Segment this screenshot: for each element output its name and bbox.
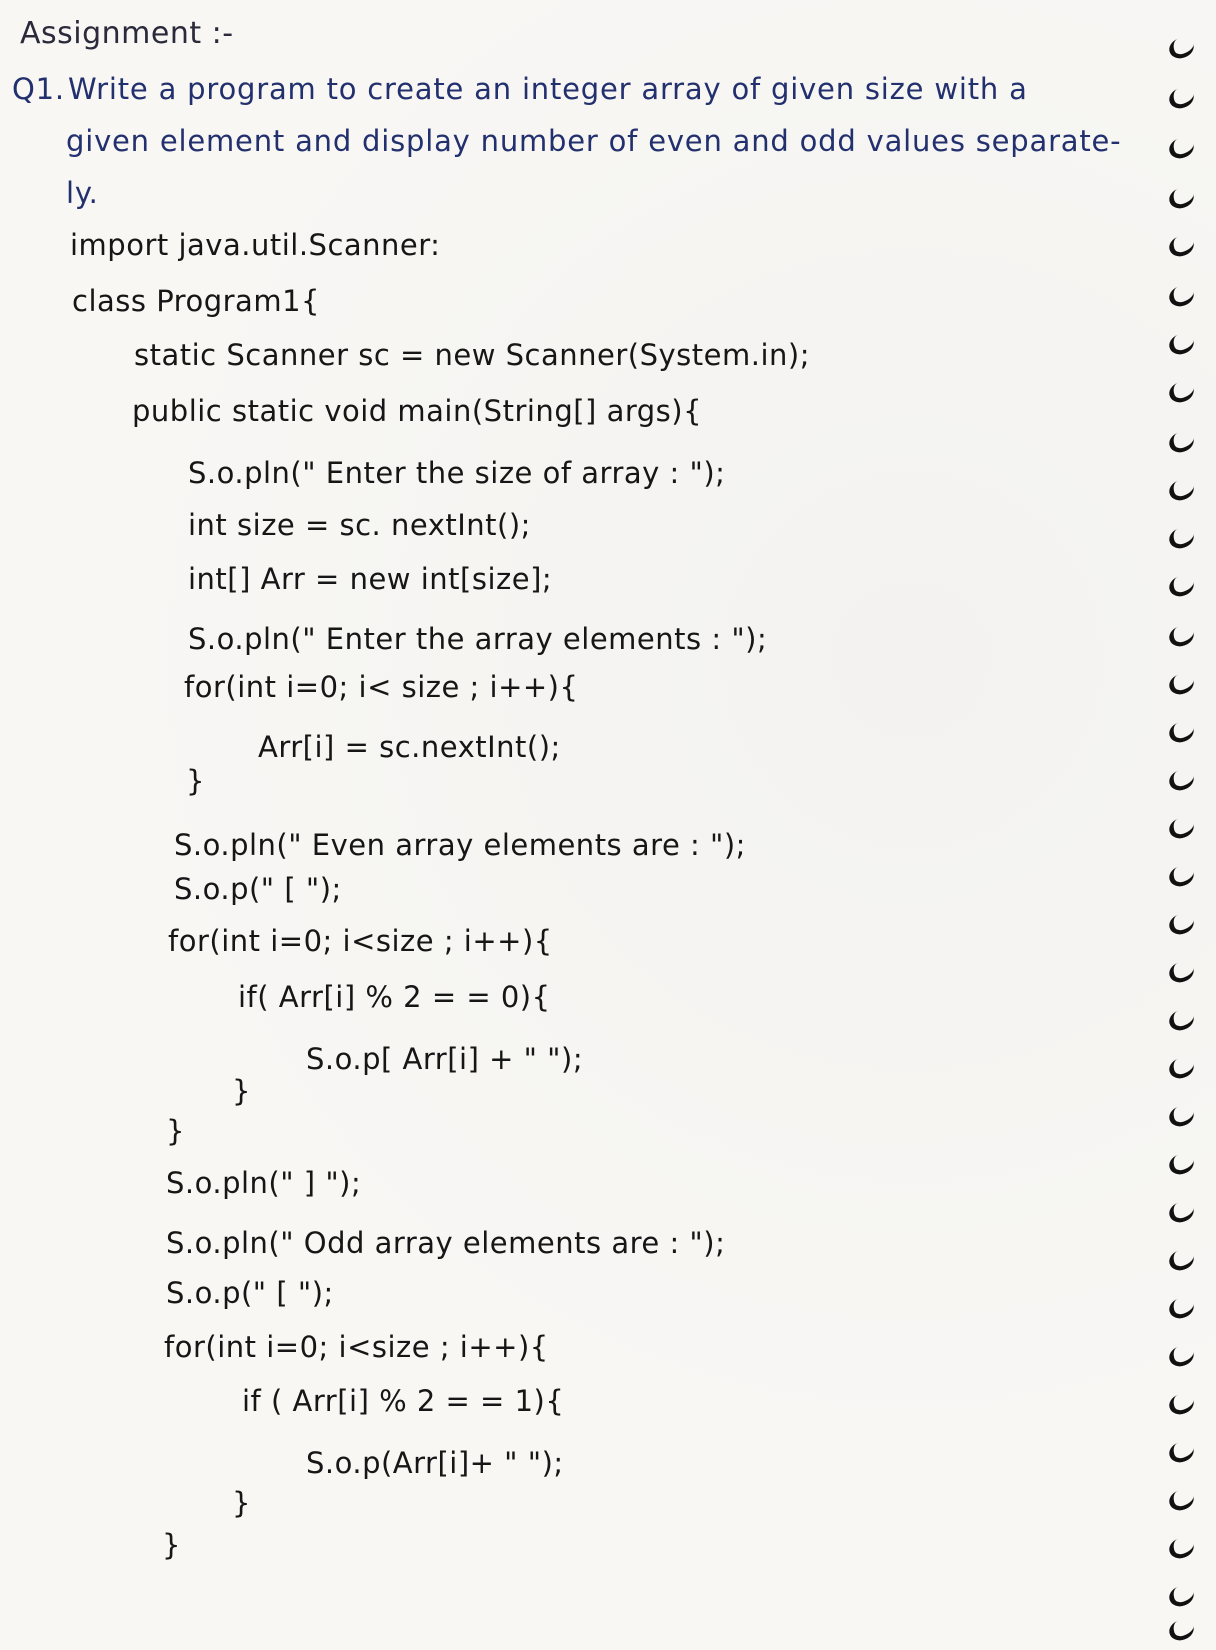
code-line-import: import java.util.Scanner: — [70, 228, 441, 262]
binding-ring — [1166, 1054, 1196, 1081]
code-line-even-check: if( Arr[i] % 2 = = 0){ — [238, 980, 551, 1014]
binding-ring — [1166, 232, 1196, 259]
code-line-even-print: S.o.p[ Arr[i] + " "); — [306, 1042, 584, 1076]
binding-ring — [1166, 622, 1196, 649]
code-line-read-size: int size = sc. nextInt(); — [188, 508, 531, 542]
code-line-even-open-bracket: S.o.p(" [ "); — [174, 872, 342, 906]
code-line-read-element: Arr[i] = sc.nextInt(); — [258, 730, 561, 764]
binding-ring — [1166, 1294, 1196, 1321]
binding-ring — [1166, 1198, 1196, 1225]
binding-ring — [1166, 1616, 1196, 1643]
binding-ring — [1166, 524, 1196, 551]
code-line-main: public static void main(String[] args){ — [132, 394, 703, 428]
binding-ring — [1166, 428, 1196, 455]
binding-ring — [1166, 766, 1196, 793]
code-line-odd-label: S.o.pln(" Odd array elements are : "); — [166, 1226, 726, 1260]
code-line-even-close-bracket: S.o.pln(" ] "); — [166, 1166, 362, 1200]
binding-ring — [1166, 1582, 1196, 1609]
binding-ring — [1166, 34, 1196, 61]
binding-ring — [1166, 718, 1196, 745]
code-line-close-even-if: } — [232, 1074, 251, 1108]
code-line-close-odd-loop: } — [162, 1528, 181, 1562]
binding-ring — [1166, 814, 1196, 841]
code-line-close-odd-if: } — [232, 1486, 251, 1520]
binding-ring — [1166, 476, 1196, 503]
binding-ring — [1166, 184, 1196, 211]
code-line-input-loop: for(int i=0; i< size ; i++){ — [184, 670, 579, 704]
code-line-declare-array: int[] Arr = new int[size]; — [188, 562, 553, 596]
binding-ring — [1166, 1390, 1196, 1417]
binding-ring — [1166, 1438, 1196, 1465]
question-line-1: Write a program to create an integer array of given size with a — [68, 72, 1028, 106]
assignment-heading: Assignment :- — [20, 16, 234, 51]
code-line-odd-check: if ( Arr[i] % 2 = = 1){ — [242, 1384, 565, 1418]
code-line-even-loop: for(int i=0; i<size ; i++){ — [168, 924, 553, 958]
binding-ring — [1166, 1150, 1196, 1177]
code-line-prompt-size: S.o.pln(" Enter the size of array : "); — [188, 456, 726, 490]
code-line-close-even-loop: } — [166, 1114, 185, 1148]
code-line-even-label: S.o.pln(" Even array elements are : "); — [174, 828, 746, 862]
binding-ring — [1166, 862, 1196, 889]
code-line-close-input-loop: } — [186, 764, 205, 798]
binding-ring — [1166, 1342, 1196, 1369]
binding-ring — [1166, 572, 1196, 599]
binding-ring — [1166, 330, 1196, 357]
binding-ring — [1166, 1246, 1196, 1273]
binding-ring — [1166, 282, 1196, 309]
binding-ring — [1166, 84, 1196, 111]
code-line-scanner: static Scanner sc = new Scanner(System.in); — [134, 338, 810, 372]
binding-ring — [1166, 134, 1196, 161]
code-line-class: class Program1{ — [72, 284, 320, 318]
binding-ring — [1166, 1102, 1196, 1129]
binding-ring — [1166, 378, 1196, 405]
code-line-odd-print: S.o.p(Arr[i]+ " "); — [306, 1446, 564, 1480]
question-line-3: ly. — [66, 176, 99, 210]
binding-ring — [1166, 1006, 1196, 1033]
binding-ring — [1166, 958, 1196, 985]
binding-ring — [1166, 910, 1196, 937]
spiral-binding — [1168, 0, 1208, 1650]
code-line-odd-open-bracket: S.o.p(" [ "); — [166, 1276, 334, 1310]
code-line-odd-loop: for(int i=0; i<size ; i++){ — [164, 1330, 549, 1364]
binding-ring — [1166, 1486, 1196, 1513]
question-line-2: given element and display number of even and odd values separate- — [66, 124, 1122, 158]
binding-ring — [1166, 1534, 1196, 1561]
binding-ring — [1166, 670, 1196, 697]
question-number: Q1. — [12, 72, 65, 106]
code-line-prompt-elements: S.o.pln(" Enter the array elements : "); — [188, 622, 768, 656]
